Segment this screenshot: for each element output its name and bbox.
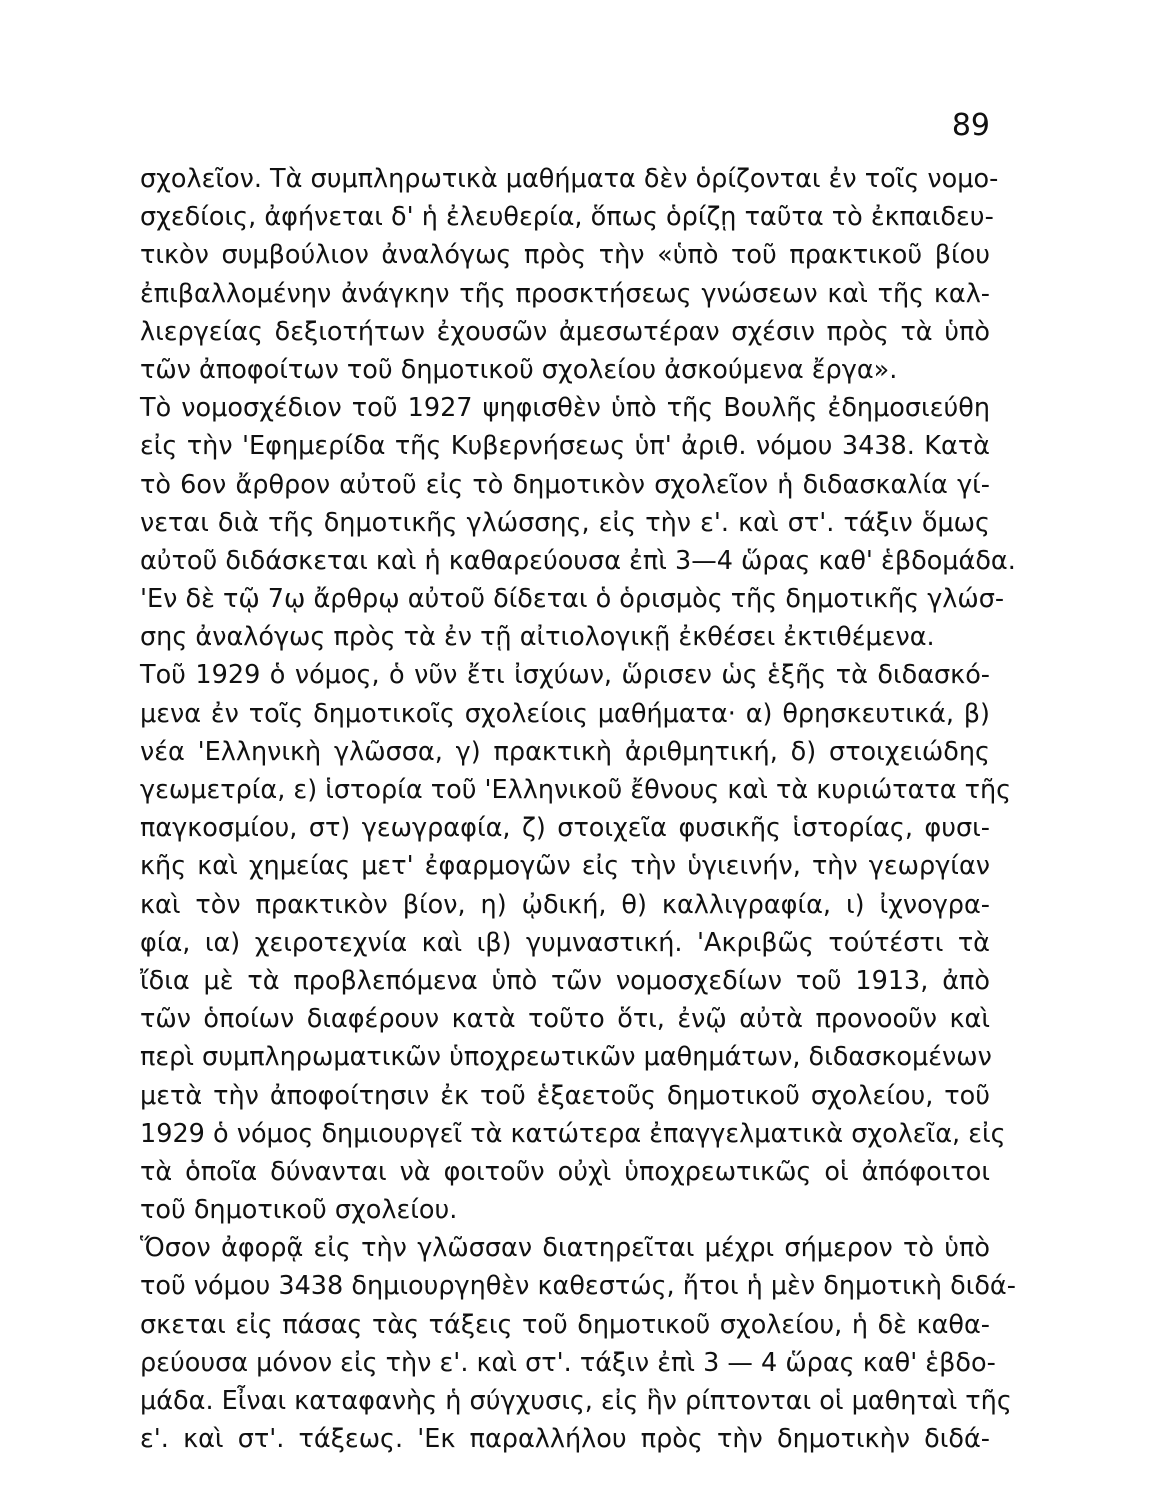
text-line: τὰ ὁποῖα δύνανται νὰ φοιτοῦν οὐχὶ ὑποχρεωτικῶς οἱ ἀπόφοιτοι xyxy=(140,1156,990,1187)
text-line: 'Εν δὲ τῷ 7ῳ ἄρθρῳ αὐτοῦ δίδεται ὁ ὁρισμὸς τῆς δημοτικῆς γλώσ- xyxy=(140,584,1005,615)
text-line: τὸ 6ον ἄρθρον αὐτοῦ εἰς τὸ δημοτικὸν σχολεῖον ἡ διδασκαλία γί- xyxy=(140,469,990,500)
text-line: Τοῦ 1929 ὁ νόμος, ὁ νῦν ἔτι ἰσχύων, ὥρισεν ὡς ἑξῆς τὰ διδασκό- xyxy=(140,660,990,691)
text-line: μενα ἐν τοῖς δημοτικοῖς σχολείοις μαθήματα· α) θρησκευτικά, β) xyxy=(140,698,990,729)
text-line: τοῦ δημοτικοῦ σχολείου. xyxy=(140,1195,458,1226)
text-line: γεωμετρία, ε) ἱστορία τοῦ 'Ελληνικοῦ ἔθνους καὶ τὰ κυριώτατα τῆς xyxy=(140,775,1012,805)
text-line: Τὸ νομοσχέδιον τοῦ 1927 ψηφισθὲν ὑπὸ τῆς Βουλῆς ἐδημοσιεύθη xyxy=(140,393,990,424)
text-line: νέα 'Ελληνικὴ γλῶσσα, γ) πρακτικὴ ἀριθμητική, δ) στοιχειώδης xyxy=(140,736,990,767)
text-line: τῶν ὁποίων διαφέρουν κατὰ τοῦτο ὅτι, ἐνῷ αὐτὰ προνοοῦν καὶ xyxy=(140,1004,990,1035)
text-line: αὐτοῦ διδάσκεται καὶ ἡ καθαρεύουσα ἐπὶ 3—4 ὥρας καθ' ἑβδομάδα. xyxy=(140,545,1016,576)
text-line: κῆς καὶ χημείας μετ' ἐφαρμογῶν εἰς τὴν ὑγιεινήν, τὴν γεωργίαν xyxy=(140,851,990,882)
text-line: σης ἀναλόγως πρὸς τὰ ἐν τῇ αἰτιολογικῇ ἐκθέσει ἐκτιθέμενα. xyxy=(140,622,935,653)
text-line: εἰς τὴν 'Εφημερίδα τῆς Κυβερνήσεως ὑπ' ἀριθ. νόμου 3438. Κατὰ xyxy=(140,431,990,462)
body-text xyxy=(140,160,1016,1458)
text-line: Ὅσον ἀφορᾷ εἰς τὴν γλῶσσαν διατηρεῖται μέχρι σήμερον τὸ ὑπὸ xyxy=(140,1233,990,1264)
text-line: ἐπιβαλλομένην ἀνάγκην τῆς προσκτήσεως γνώσεων καὶ τῆς καλ- xyxy=(140,278,990,309)
text-line: τῶν ἀποφοίτων τοῦ δημοτικοῦ σχολείου ἀσκούμενα ἔργα». xyxy=(140,354,898,385)
text-line: σχολεῖον. Τὰ συμπληρωτικὰ μαθήματα δὲν ὁρίζονται ἐν τοῖς νομο- xyxy=(140,164,999,194)
text-line: καὶ τὸν πρακτικὸν βίον, η) ᾠδική, θ) καλλιγραφία, ι) ἰχνογρα- xyxy=(140,889,990,920)
text-line: σχεδίοις, ἀφήνεται δ' ἡ ἐλευθερία, ὅπως ὁρίζῃ ταῦτα τὸ ἐκπαιδευ- xyxy=(140,202,994,233)
text-line: ἴδια μὲ τὰ προβλεπόμενα ὑπὸ τῶν νομοσχεδίων τοῦ 1913, ἀπὸ xyxy=(140,965,990,996)
text-line: φία, ια) χειροτεχνία καὶ ιβ) γυμναστική. 'Ακριβῶς τούτέστι τὰ xyxy=(140,927,990,958)
page-number: 89 xyxy=(951,108,990,143)
text-line: μάδα. Εἶναι καταφανὴς ἡ σύγχυσις, εἰς ἣν ρίπτονται οἱ μαθηταὶ τῆς xyxy=(140,1386,1012,1416)
text-line: περὶ συμπληρωματικῶν ὑποχρεωτικῶν μαθημάτων, διδασκομένων xyxy=(140,1042,992,1073)
text-line: τικὸν συμβούλιον ἀναλόγως πρὸς τὴν «ὑπὸ τοῦ πρακτικοῦ βίου xyxy=(140,240,990,271)
text-line: σκεται εἰς πάσας τὰς τάξεις τοῦ δημοτικοῦ σχολείου, ἡ δὲ καθα- xyxy=(140,1309,990,1340)
text-line: ε'. καὶ στ'. τάξεως. 'Εκ παραλλήλου πρὸς τὴν δημοτικὴν διδά- xyxy=(140,1424,990,1455)
text-line: 1929 ὁ νόμος δημιουργεῖ τὰ κατώτερα ἐπαγγελματικὰ σχολεῖα, εἰς xyxy=(140,1118,1006,1149)
text-line: μετὰ τὴν ἀποφοίτησιν ἐκ τοῦ ἑξαετοῦς δημοτικοῦ σχολείου, τοῦ xyxy=(140,1080,990,1111)
text-line: τοῦ νόμου 3438 δημιουργηθὲν καθεστώς, ἤτοι ἡ μὲν δημοτικὴ διδά- xyxy=(140,1271,1016,1302)
text-line: παγκοσμίου, στ) γεωγραφία, ζ) στοιχεῖα φυσικῆς ἱστορίας, φυσι- xyxy=(140,813,990,844)
text-line: νεται διὰ τῆς δημοτικῆς γλώσσης, εἰς τὴν ε'. καὶ στ'. τάξιν ὅμως xyxy=(140,507,990,538)
text-line: λιεργείας δεξιοτήτων ἐχουσῶν ἀμεσωτέραν σχέσιν πρὸς τὰ ὑπὸ xyxy=(140,316,990,347)
text-line: ρεύουσα μόνον εἰς τὴν ε'. καὶ στ'. τάξιν ἐπὶ 3 — 4 ὥρας καθ' ἑβδο- xyxy=(140,1347,996,1378)
